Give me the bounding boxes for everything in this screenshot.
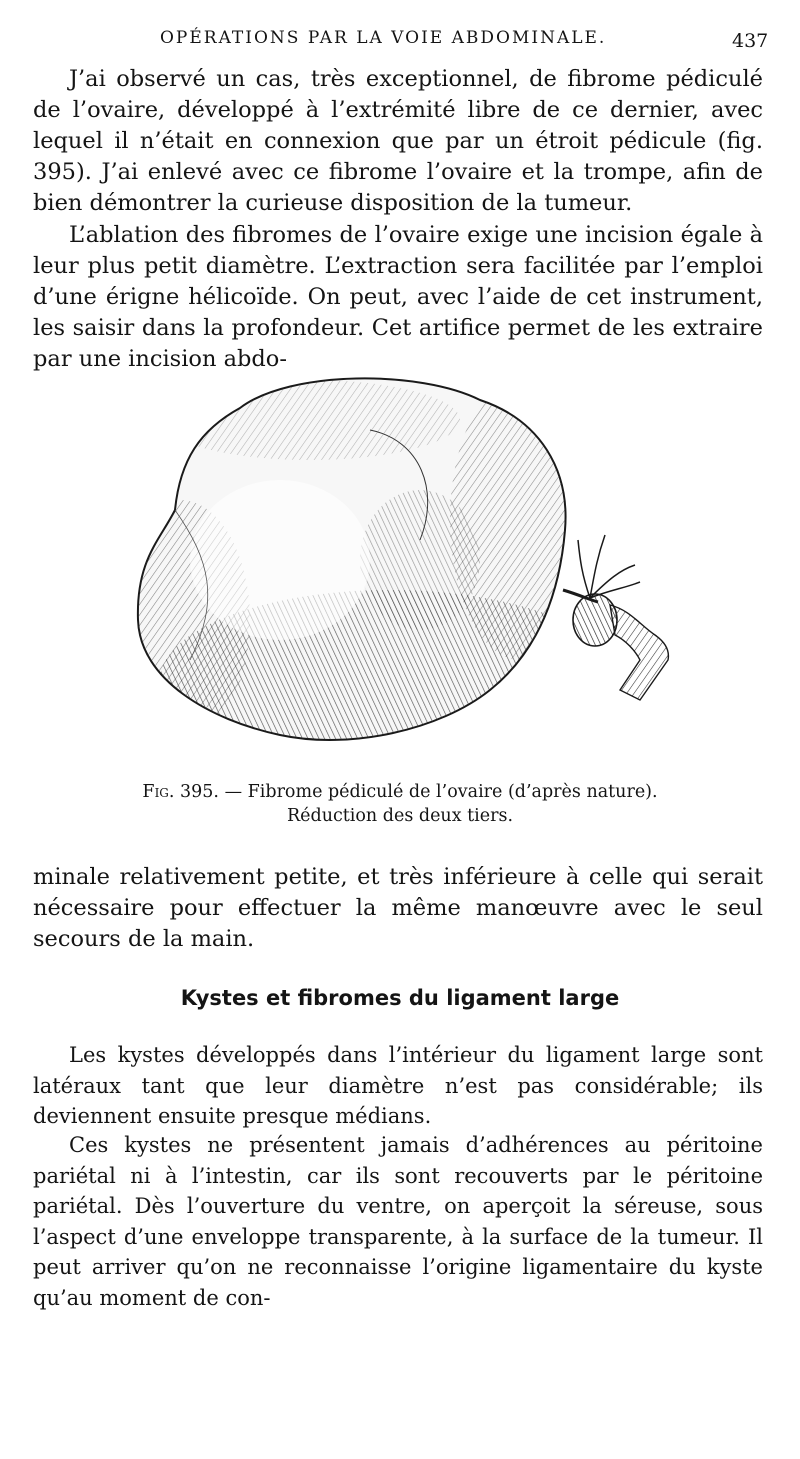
paragraph-continuation	[33, 862, 763, 955]
section-heading: Kystes et fibromes du ligament large	[180, 986, 620, 1010]
paragraph-cysts-lateral	[33, 1040, 763, 1132]
figure-caption-line2: Réduction des deux tiers.	[286, 806, 514, 826]
paragraph-text: Les kystes développés dans l’intérieur du ligament large sont latéraux tant que leur diamètre n’est pas considérable; ils deviennent ensuite presque médians.	[33, 1043, 763, 1128]
paragraph-text: Ces kystes ne présentent jamais d’adhérences au péritoine pariétal ni à l’intestin, car ils sont recouverts par le péritoine pariétal. Dès l’ouverture du ventre, on aperçoit la séreuse, sous l’aspect d’une enveloppe transparente, à la surface de la tumeur. Il peut arriver qu’on ne reconnaisse l’origine ligamentaire du kyste qu’au moment de con-	[33, 1133, 763, 1310]
running-title: OPÉRATIONS PAR LA VOIE ABDOMINALE.	[160, 28, 607, 48]
figure-caption-text: — Fibrome pédiculé de l’ovaire (d’après nature).	[224, 782, 658, 802]
paragraph-text: L’ablation des fibromes de l’ovaire exige une incision égale à leur plus petit diamètre. L’extraction sera facilitée par l’emploi d’une érigne hélicoïde. On peut, avec l’aide de cet instrument, les saisir dans la profondeur. Cet artifice permet de les extraire par une incision abdo-	[33, 222, 763, 372]
paragraph-ovarian-fibroma-case	[33, 64, 763, 219]
figure-395-illustration	[120, 360, 680, 760]
paragraph-cysts-adhesions	[33, 1130, 763, 1313]
paragraph-text: J’ai observé un cas, très exceptionnel, de fibrome pédiculé de l’ovaire, développé à l’extrémité libre de ce dernier, avec lequel il n’était en connexion que par un étroit pédicule (fig. 395). J’ai enlevé avec ce fibrome l’ovaire et la trompe, afin de bien démontrer la curieuse disposition de la tumeur.	[33, 66, 763, 216]
page-header	[0, 28, 800, 58]
figure-label: Fig. 395.	[142, 782, 219, 802]
paragraph-text: minale relativement petite, et très inférieure à celle qui serait nécessaire pour effectuer la même manœuvre avec le seul secours de la main.	[33, 864, 763, 952]
figure-caption	[0, 782, 800, 802]
page-number: 437	[732, 30, 769, 52]
paragraph-ablation	[33, 220, 763, 375]
fibroma-engraving-image	[120, 360, 680, 760]
